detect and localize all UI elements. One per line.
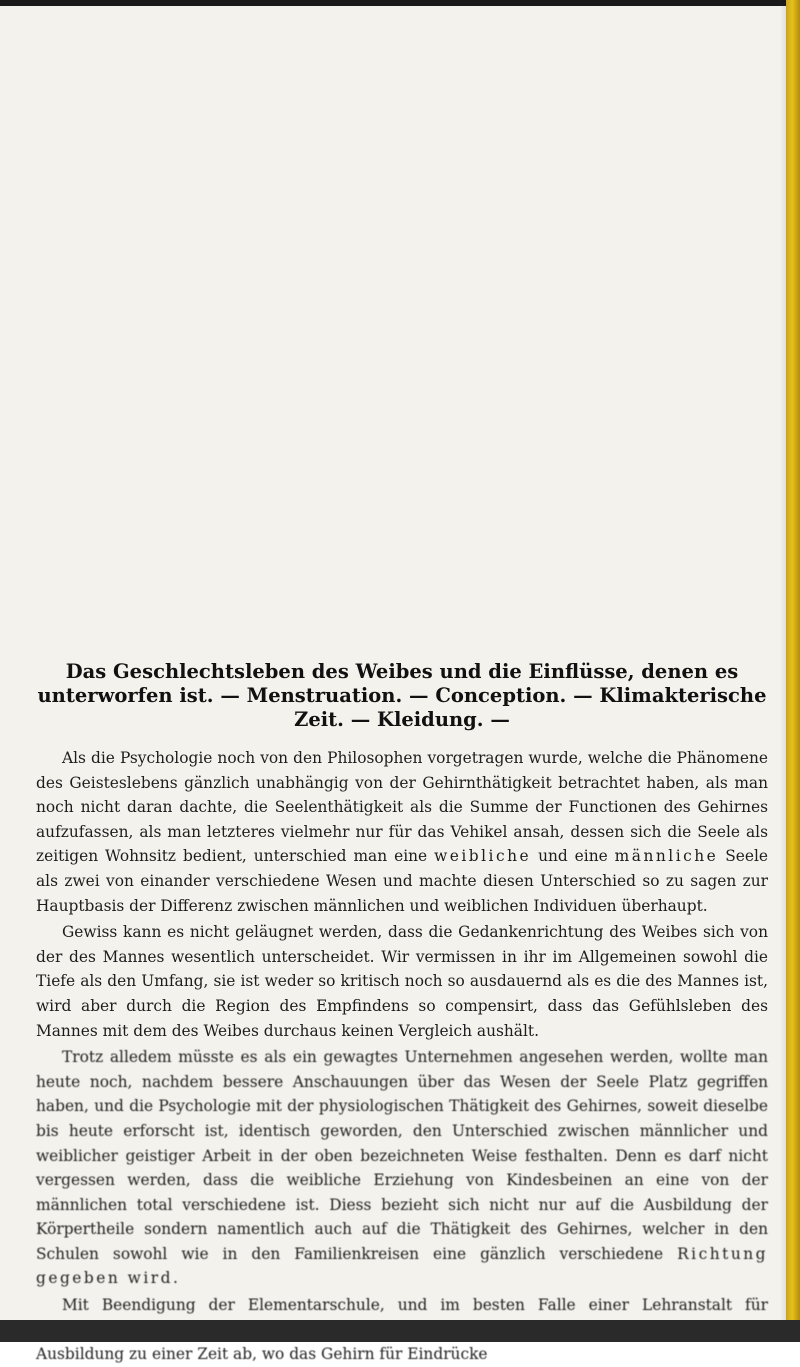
emphasis-richtung: Richtung gegeben wird. (36, 1244, 768, 1288)
emphasis-weibliche: weibliche (434, 847, 532, 866)
paragraph-1-part-b: und eine (531, 847, 615, 866)
scan-edge-top (0, 0, 800, 6)
scan-edge-bottom (0, 1320, 800, 1342)
paragraph-4: Mit Beendigung der Elementarschule, und im besten Falle einer Lehranstalt für Ausbildung zu einer Zeit ab, wo das Gehirn für Eindrücke (36, 1296, 768, 1364)
paragraph-1-part-a: Als die Psychologie noch von den Philosophen vorgetragen wurde, welche die Phänomene des Geisteslebens gänzlich unabhängig von der Gehirnthätigkeit betrachtet haben, als man noch nicht daran dachte, die Seelenthätigkeit als die Summe der Functionen des Gehirnes aufzufassen, als man letzteres vielmehr nur für das Vehikel ansah, dessen sich die Seele als zeitigen Wohnsitz bedient, unterschied man eine (36, 749, 768, 866)
paragraph-1-part-c: Seele als zwei von einander verschiedene Wesen und machte diesen Unterschied so zu sagen zur Hauptbasis der Differenz zwischen männlichen und weiblichen Individuen überhaupt. (36, 847, 768, 915)
paragraph-3 (36, 1045, 768, 1291)
paragraph-2: Gewiss kann es nicht geläugnet werden, dass die Gedankenrichtung des Weibes sich von der des Mannes wesentlich unterscheidet. Wir vermissen in ihr im Allgemeinen sowohl die Tiefe als den Umfang, sie ist weder so kritisch noch so ausdauernd als es die des Mannes ist, wird aber durch die Region des Empfindens so compensirt, dass das Gefühlsleben des Mannes mit dem des Weibes durchaus keinen Vergleich aushält. (36, 923, 768, 1040)
emphasis-maennliche: männliche (614, 847, 719, 866)
paragraph-1 (36, 746, 768, 918)
chapter-heading: Das Geschlechtsleben des Weibes und die Einflüsse, denen es unterworfen ist. — Menstruation. — Conception. — Klimakterische Zeit. — Kleidung. — (37, 660, 767, 731)
paragraph-3-part-a: Trotz alledem müsste es als ein gewagtes Unternehmen angesehen werden, wollte man heute noch, nachdem bessere Anschauungen über das Wesen der Seele Platz gegriffen haben, und die Psychologie mit der physiologischen Thätigkeit des Gehirnes, soweit dieselbe bis heute erforscht ist, identisch geworden, den Unterschied zwischen männlicher und weiblicher geistiger Arbeit in der oben bezeichneten Weise festhalten. Denn es darf nicht vergessen werden, dass die weibliche Erziehung von Kindesbeinen an eine von der männlichen total verschiedene ist. Diess bezieht sich nicht nur auf die Ausbildung der Körpertheile sondern namentlich auch auf die Thätigkeit des Gehirnes, welcher in den Schulen sowohl wie in den Familienkreisen eine gänzlich verschiedene (36, 1048, 768, 1263)
page-content (36, 660, 768, 1367)
binding-strip (786, 0, 800, 1342)
